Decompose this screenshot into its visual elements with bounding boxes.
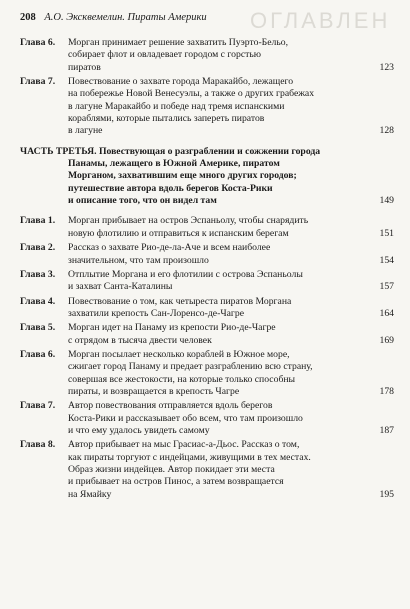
chapter-title-line: и захват Санта-Каталины — [68, 281, 173, 293]
chapter-title-line: Повествование о том, как четыреста пиратов Моргана — [68, 295, 292, 307]
page-number: 208 — [20, 12, 36, 23]
chapter-title-line: пиратов — [68, 61, 101, 73]
chapter-label: Глава 1. — [20, 215, 56, 227]
chapter-title — [68, 296, 394, 321]
chapter-title-line: собирает флот и овладевает городом с горстью — [68, 49, 262, 61]
chapter-title-line: и прибывает на остров Пинос, а затем возвращается — [68, 476, 284, 488]
part-label: ЧАСТЬ ТРЕТЬЯ. — [20, 145, 97, 157]
toc-entry — [20, 296, 394, 321]
chapter-title-line: Отплытие Моргана и его флотилии с острова Эспаньолы — [68, 268, 303, 280]
chapter-title-line: новую флотилию и отправиться к испанским берегам — [68, 227, 289, 239]
page-number-ref: 195 — [379, 488, 394, 500]
toc-entry — [20, 269, 394, 294]
chapter-title — [68, 400, 394, 437]
toc-entry — [20, 400, 394, 437]
toc-entry — [20, 349, 394, 398]
chapter-title-line: Автор повествования отправляется вдоль берегов — [68, 400, 273, 412]
part-heading-first-line — [20, 146, 394, 158]
chapter-title — [68, 37, 394, 74]
chapter-title-line: пираты, и возвращается в крепость Чагре — [68, 385, 240, 397]
running-head — [20, 12, 207, 23]
chapter-title-line: Морган принимает решение захватить Пуэрто-Бельо, — [68, 37, 289, 48]
part-title-line: Морганом, захватившим еще много других городов; — [68, 170, 297, 182]
page-number-ref: 157 — [379, 281, 394, 293]
part-title-line: Панамы, лежащего в Южной Америке, пиратом — [68, 158, 280, 170]
chapter-title-line: в лагуне Маракайбо и победе над тремя испанскими — [68, 100, 285, 112]
table-of-contents — [20, 37, 394, 501]
chapter-title-line: Коста-Рики и рассказывает обо всем, что там произошло — [68, 412, 303, 424]
part-title — [20, 158, 394, 207]
chapter-title-line: совершая все жестокости, на которые только способны — [68, 373, 296, 385]
part-title-line: путешествие автора вдоль берегов Коста-Рики — [68, 182, 273, 194]
chapter-label: Глава 2. — [20, 242, 56, 254]
chapter-title-line: как пираты торгуют с индейцами, живущими в тех местах. — [68, 451, 311, 463]
chapter-label: Глава 5. — [20, 322, 56, 334]
toc-entry — [20, 322, 394, 347]
page-number-ref: 154 — [379, 254, 394, 266]
page-number-ref: 151 — [379, 227, 394, 239]
chapter-label: Глава 3. — [20, 268, 56, 280]
page-number-ref: 149 — [379, 195, 394, 207]
page-number-ref: 164 — [379, 307, 394, 319]
running-title: А.О. Эксквемелин. Пираты Америки — [44, 12, 207, 23]
chapter-title-line: Автор прибывает на мыс Грасиас-а-Дьос. Рассказ о том, — [68, 439, 300, 451]
chapter-label: Глава 6. — [20, 348, 56, 360]
part-title-line: и описание того, что он видел там — [68, 195, 217, 207]
chapter-title-line: кораблями, которые пытались запереть пиратов — [68, 113, 265, 125]
chapter-label: Глава 7. — [20, 76, 56, 88]
chapter-title-line: Морган посылает несколько кораблей в Южное море, — [68, 348, 290, 360]
chapter-title-line: с отрядом в тысяча двести человек — [68, 334, 212, 346]
chapter-title — [68, 322, 394, 347]
part-title-line: Повествующая о разграблении и сожжении города — [98, 145, 321, 157]
chapter-label: Глава 7. — [20, 400, 56, 412]
toc-entry — [20, 215, 394, 240]
toc-entry — [20, 37, 394, 74]
part-heading — [20, 146, 394, 208]
chapter-title-line: значительном, что там произошло — [68, 254, 209, 266]
bleed-through-text: ОГЛАВЛЕН — [250, 8, 391, 33]
page-number-ref: 123 — [379, 61, 394, 73]
chapter-title — [68, 76, 394, 138]
chapter-title — [68, 215, 394, 240]
chapter-title-line: и что ему удалось увидеть самому — [68, 424, 210, 436]
chapter-title — [68, 349, 394, 398]
chapter-title-line: Морган идет на Панаму из крепости Рио-де-Чагре — [68, 322, 276, 334]
toc-entry — [20, 242, 394, 267]
page-number-ref: 187 — [379, 424, 394, 436]
chapter-label: Глава 4. — [20, 295, 56, 307]
chapter-title-line: Повествование о захвате города Маракайбо, лежащего — [68, 76, 294, 88]
chapter-title — [68, 242, 394, 267]
chapter-label: Глава 6. — [20, 37, 56, 48]
toc-entry — [20, 439, 394, 501]
page-number-ref: 178 — [379, 385, 394, 397]
chapter-title — [68, 269, 394, 294]
chapter-title-line: Рассказ о захвате Рио-де-ла-Аче и всем наиболее — [68, 242, 271, 254]
chapter-title — [68, 439, 394, 501]
chapter-title-line: Морган прибывает на остров Эспаньолу, чтобы снарядить — [68, 215, 309, 227]
chapter-title-line: сжигает город Панаму и предает разграблению всю страну, — [68, 361, 313, 373]
page-number-ref: 128 — [379, 125, 394, 137]
chapter-label: Глава 8. — [20, 439, 56, 451]
chapter-title-line: захватили крепость Сан-Лоренсо-де-Чагре — [68, 307, 245, 319]
toc-entry — [20, 76, 394, 138]
chapter-title-line: на Ямайку — [68, 488, 112, 500]
chapter-title-line: в лагуне — [68, 125, 103, 137]
chapter-title-line: на побережье Новой Венесуэлы, а также о других грабежах — [68, 88, 315, 100]
chapter-title-line: Образ жизни индейцев. Автор покидает эти места — [68, 464, 275, 475]
page-number-ref: 169 — [379, 334, 394, 346]
